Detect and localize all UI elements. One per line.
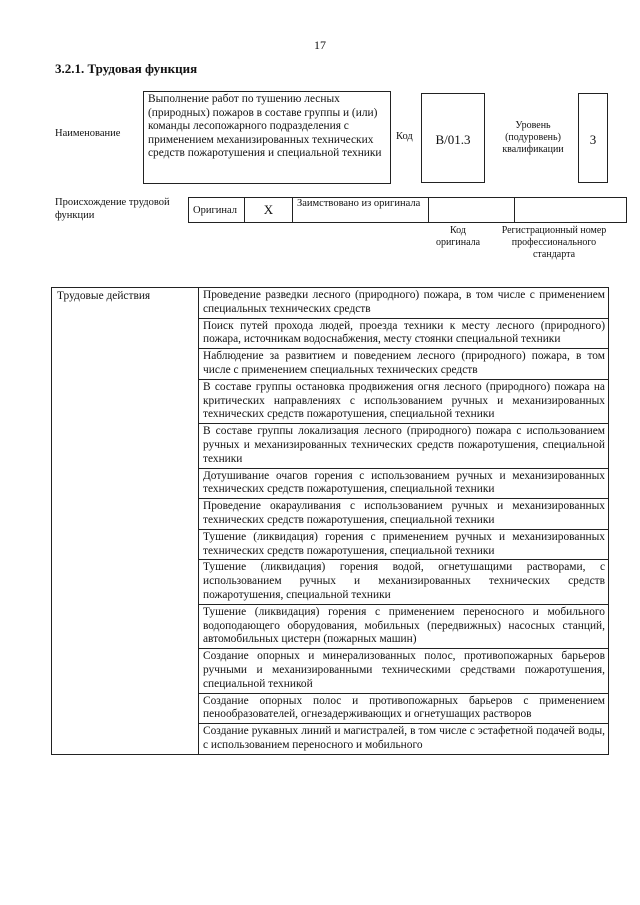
page-number: 17 bbox=[314, 38, 326, 52]
action-item: В составе группы остановка продвижения огня лесного (природного) пожара на критических направлениях с использованием ручных и механизированных технических средств пожаротушения, специальной техники bbox=[199, 380, 608, 424]
action-item: Дотушивание очагов горения с использованием ручных и механизированных технических средств пожаротушения, специальной техники bbox=[199, 469, 608, 500]
action-item: Тушение (ликвидация) горения с применением ручных и механизированных технических средств пожаротушения, специальной техники bbox=[199, 530, 608, 561]
action-item: Тушение (ликвидация) горения с применением переносного и мобильного водоподающего оборудования, мобильных (передвижных) насосных станций, автомобильных цистерн (пожарных машин) bbox=[199, 605, 608, 649]
origin-borrowed-cell: Заимствовано из оригинала bbox=[293, 198, 429, 223]
action-item: Поиск путей прохода людей, проезда техники к месту лесного (природного) пожара, источникам водоснабжения, месту стоянки специальной техники bbox=[199, 319, 608, 350]
page-bottom-margin bbox=[0, 832, 640, 905]
action-item: Создание опорных и минерализованных полос, противопожарных барьеров ручными и механизированными техническими средствами пожаротушения, специальной техникой bbox=[199, 649, 608, 693]
level-value-box: 3 bbox=[578, 93, 608, 183]
origin-label: Происхождение трудовой функции bbox=[55, 197, 170, 221]
action-item: Проведение разведки лесного (природного) пожара, в том числе с применением специальных технических средств bbox=[199, 288, 608, 319]
origin-code-cell bbox=[429, 198, 515, 223]
origin-code-caption: Код оригинала bbox=[435, 225, 481, 248]
action-item: Наблюдение за развитием и поведением лесного (природного) пожара, в том числе с применением специальных технических средств bbox=[199, 349, 608, 380]
action-item: Создание опорных полос и противопожарных барьеров с применением пенообразователей, огнезадерживающих и огнетушащих растворов bbox=[199, 694, 608, 725]
name-label: Наименование bbox=[55, 128, 121, 139]
code-label: Код bbox=[396, 131, 413, 142]
origin-original-cell: Оригинал bbox=[189, 198, 245, 223]
action-item: Создание рукавных линий и магистралей, в том числе с эстафетной подачей воды, с использованием переносного и мобильного bbox=[203, 725, 605, 751]
labor-actions-list bbox=[199, 288, 609, 755]
action-item: В составе группы локализация лесного (природного) пожара с использованием ручных и механизированных технических средств пожаротушения, специальной техники bbox=[199, 424, 608, 468]
origin-mark-cell: X bbox=[245, 198, 293, 223]
level-label: Уровень (подуровень) квалификации bbox=[502, 120, 564, 155]
origin-table bbox=[188, 197, 627, 223]
code-value-box: B/01.3 bbox=[421, 93, 485, 183]
origin-reg-caption: Регистрационный номер профессионального стандарта bbox=[501, 225, 607, 260]
action-item: Проведение окарауливания с использованием ручных и механизированных технических средств пожаротушения, специальной техники bbox=[199, 499, 608, 530]
labor-actions-label: Трудовые действия bbox=[52, 288, 199, 755]
function-name-box: Выполнение работ по тушению лесных (природных) пожаров в составе группы и (или) команды лесопожарного подразделения с применением механизированных технических средств пожаротушения и специальной техники bbox=[143, 91, 391, 184]
labor-actions-table bbox=[51, 287, 609, 755]
origin-reg-cell bbox=[515, 198, 627, 223]
action-item: Тушение (ликвидация) горения водой, огнетушащими растворами, с использованием ручных и механизированных технических средств пожаротушения, специальной техники bbox=[199, 560, 608, 604]
section-title: 3.2.1. Трудовая функция bbox=[55, 61, 198, 76]
